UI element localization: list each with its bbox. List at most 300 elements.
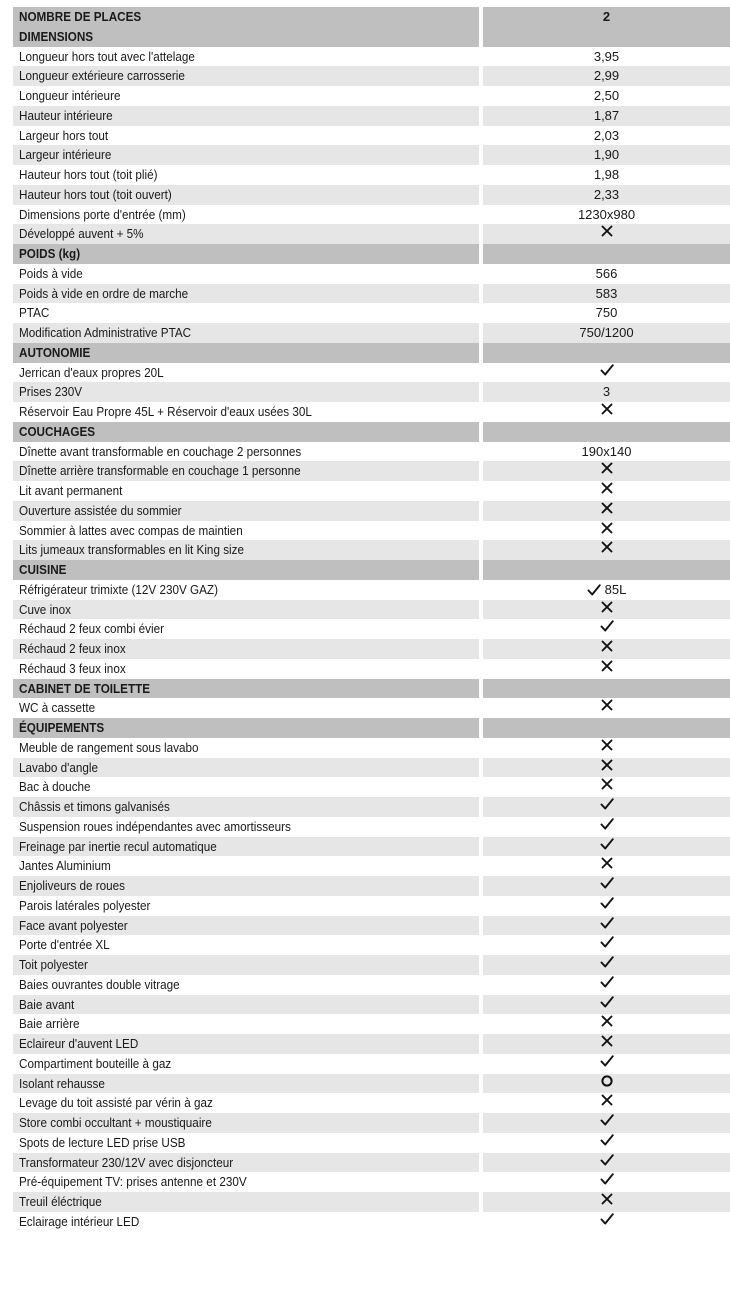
spec-label: Levage du toit assisté par vérin à gaz — [19, 1095, 213, 1111]
spec-value-wrap — [600, 402, 614, 416]
spec-label-cell — [13, 481, 483, 501]
spec-label: Jantes Aluminium — [19, 858, 111, 874]
spec-label: Poids à vide en ordre de marche — [19, 285, 189, 301]
spec-row — [13, 185, 730, 205]
spec-value-wrap — [600, 1133, 614, 1147]
check-icon — [600, 363, 614, 377]
spec-value-cell — [483, 106, 730, 126]
spec-label: Cuve inox — [19, 601, 72, 617]
spec-value-cell — [483, 995, 730, 1015]
spec-value-cell — [483, 284, 730, 304]
spec-label-cell — [13, 995, 483, 1015]
spec-label-cell — [13, 382, 483, 402]
spec-row — [13, 47, 730, 67]
spec-row — [13, 1014, 730, 1034]
spec-label: Pré-équipement TV: prises antenne et 230V — [19, 1174, 247, 1190]
spec-label-cell — [13, 955, 483, 975]
spec-value-wrap — [594, 126, 619, 146]
spec-value-cell — [483, 224, 730, 244]
cross-icon — [600, 698, 614, 712]
spec-label-cell — [13, 1153, 483, 1173]
spec-label-cell — [13, 442, 483, 462]
spec-value-cell — [483, 145, 730, 165]
spec-label: Compartiment bouteille à gaz — [19, 1055, 172, 1071]
spec-table — [13, 7, 730, 1232]
spec-value-wrap — [600, 797, 614, 811]
spec-label: WC à cassette — [19, 700, 96, 716]
check-icon — [600, 896, 614, 910]
spec-row — [13, 935, 730, 955]
spec-row — [13, 1192, 730, 1212]
spec-label: PTAC — [19, 305, 50, 321]
spec-value-cell — [483, 777, 730, 797]
spec-value-wrap — [600, 1014, 614, 1028]
spec-row — [13, 402, 730, 422]
spec-row — [13, 540, 730, 560]
spec-row — [13, 1034, 730, 1054]
spec-label-cell — [13, 856, 483, 876]
spec-label-cell — [13, 1014, 483, 1034]
section-title-cell — [13, 560, 483, 580]
check-icon — [600, 837, 614, 851]
spec-label-cell — [13, 1034, 483, 1054]
check-icon — [600, 916, 614, 930]
spec-value-wrap — [600, 659, 614, 673]
spec-value-cell — [483, 916, 730, 936]
spec-label-cell — [13, 66, 483, 86]
spec-value-cell — [483, 1192, 730, 1212]
spec-value: 85L — [604, 581, 627, 597]
section-title-cell — [13, 422, 483, 442]
spec-label: Freinage par inertie recul automatique — [19, 838, 217, 854]
spec-value-cell — [483, 679, 730, 699]
spec-row — [13, 1074, 730, 1094]
spec-row — [13, 955, 730, 975]
spec-value-cell — [483, 185, 730, 205]
check-icon — [600, 876, 614, 890]
spec-value-cell — [483, 817, 730, 837]
spec-value: 190x140 — [581, 443, 632, 459]
spec-label: Longueur hors tout avec l'attelage — [19, 48, 195, 64]
spec-value-wrap — [603, 382, 610, 402]
spec-row — [13, 481, 730, 501]
spec-row — [13, 1212, 730, 1232]
spec-label: Transformateur 230/12V avec disjoncteur — [19, 1154, 234, 1170]
spec-value: 1230x980 — [577, 206, 636, 222]
spec-label: Eclairage intérieur LED — [19, 1213, 140, 1229]
spec-label-cell — [13, 777, 483, 797]
spec-label: Meuble de rangement sous lavabo — [19, 739, 199, 755]
spec-value: 2,03 — [593, 127, 620, 143]
spec-label-cell — [13, 86, 483, 106]
cross-icon — [600, 1192, 614, 1206]
spec-value-cell — [483, 442, 730, 462]
spec-label: Modification Administrative PTAC — [19, 325, 192, 340]
check-icon — [600, 1212, 614, 1226]
spec-value-wrap — [600, 1113, 614, 1127]
spec-value-wrap — [600, 856, 614, 870]
spec-value-cell — [483, 244, 730, 264]
spec-value-wrap — [600, 461, 614, 475]
spec-value-cell — [483, 422, 730, 442]
spec-value-wrap — [596, 303, 618, 323]
spec-label-cell — [13, 284, 483, 304]
spec-label-cell — [13, 975, 483, 995]
spec-label: Baies ouvrantes double vitrage — [19, 976, 180, 992]
cross-icon — [600, 777, 614, 791]
spec-value-cell — [483, 363, 730, 383]
spec-label-cell — [13, 323, 483, 343]
spec-label: Longueur extérieure carrosserie — [19, 68, 185, 84]
spec-value-wrap — [600, 817, 614, 831]
check-icon — [600, 817, 614, 831]
spec-value-cell — [483, 303, 730, 323]
spec-label: Treuil éléctrique — [19, 1194, 102, 1209]
check-icon — [600, 995, 614, 1009]
spec-value-cell — [483, 1172, 730, 1192]
spec-row — [13, 303, 730, 323]
spec-label: Longueur intérieure — [19, 88, 121, 103]
section-title: AUTONOMIE — [19, 344, 91, 360]
spec-value-wrap — [600, 1212, 614, 1226]
spec-value-cell — [483, 718, 730, 738]
spec-value-cell — [483, 856, 730, 876]
section-header-row — [13, 560, 730, 580]
spec-value-wrap — [600, 1034, 614, 1048]
spec-value-wrap — [596, 264, 618, 284]
spec-value-cell — [483, 501, 730, 521]
spec-value-wrap — [600, 916, 614, 930]
cross-icon — [600, 521, 614, 535]
spec-row — [13, 66, 730, 86]
spec-value-cell — [483, 66, 730, 86]
spec-value: 1,90 — [593, 147, 620, 163]
spec-label-cell — [13, 580, 483, 600]
spec-value-wrap — [596, 284, 618, 304]
spec-row — [13, 837, 730, 857]
cross-icon — [600, 758, 614, 772]
spec-label-cell — [13, 1192, 483, 1212]
spec-row — [13, 382, 730, 402]
spec-value-wrap — [600, 758, 614, 772]
spec-row — [13, 600, 730, 620]
check-icon — [600, 797, 614, 811]
spec-row — [13, 205, 730, 225]
spec-value-wrap — [587, 580, 627, 600]
spec-value-cell — [483, 975, 730, 995]
section-header-row — [13, 244, 730, 264]
spec-label: Parois latérales polyester — [19, 897, 151, 913]
spec-value-wrap — [600, 1074, 614, 1088]
spec-value: 2,50 — [593, 88, 620, 103]
spec-value-cell — [483, 1014, 730, 1034]
spec-row — [13, 738, 730, 758]
spec-value-wrap — [594, 86, 619, 106]
spec-value-wrap — [594, 145, 619, 165]
spec-label-cell — [13, 224, 483, 244]
spec-row — [13, 659, 730, 679]
spec-row — [13, 461, 730, 481]
spec-value-wrap — [600, 698, 614, 712]
spec-value-wrap — [600, 975, 614, 989]
spec-label: Porte d'entrée XL — [19, 937, 110, 953]
spec-label: Spots de lecture LED prise USB — [19, 1134, 186, 1150]
spec-value: 566 — [595, 265, 618, 281]
spec-value-wrap — [594, 106, 619, 126]
spec-value-cell — [483, 1054, 730, 1074]
spec-value-wrap — [600, 521, 614, 535]
spec-value-wrap — [600, 995, 614, 1009]
cross-icon — [600, 402, 614, 416]
spec-row — [13, 797, 730, 817]
spec-label-cell — [13, 619, 483, 639]
spec-value-cell — [483, 1074, 730, 1094]
check-icon — [600, 619, 614, 633]
spec-row — [13, 126, 730, 146]
spec-label-cell — [13, 1054, 483, 1074]
spec-label: Réservoir Eau Propre 45L + Réservoir d'eaux usées 30L — [19, 404, 312, 419]
spec-value-wrap — [594, 47, 619, 67]
cross-icon — [600, 461, 614, 475]
spec-label-cell — [13, 363, 483, 383]
spec-label: Store combi occultant + moustiquaire — [19, 1115, 212, 1130]
spec-value-wrap — [600, 777, 614, 791]
section-header-row — [13, 27, 730, 47]
spec-label-cell — [13, 402, 483, 422]
spec-value-wrap — [594, 165, 619, 185]
section-title-cell — [13, 718, 483, 738]
spec-label: Dînette arrière transformable en couchage 1 personne — [19, 463, 301, 479]
section-title-cell — [13, 27, 483, 47]
spec-value-wrap — [600, 1153, 614, 1167]
spec-row — [13, 224, 730, 244]
spec-value-wrap — [600, 1093, 614, 1107]
spec-value-cell — [483, 264, 730, 284]
spec-value-cell — [483, 382, 730, 402]
spec-value-wrap — [600, 224, 614, 238]
spec-value-cell — [483, 461, 730, 481]
spec-value-cell — [483, 896, 730, 916]
spec-label: Toit polyester — [19, 957, 88, 972]
spec-row — [13, 363, 730, 383]
spec-label-cell — [13, 758, 483, 778]
spec-value-cell — [483, 47, 730, 67]
spec-value-wrap — [600, 955, 614, 969]
cross-icon — [600, 540, 614, 554]
section-header-row — [13, 343, 730, 363]
cross-icon — [600, 224, 614, 238]
spec-value-cell — [483, 639, 730, 659]
spec-value-wrap — [600, 1192, 614, 1206]
spec-value-cell — [483, 876, 730, 896]
spec-label: Suspension roues indépendantes avec amortisseurs — [19, 818, 291, 834]
section-title: DIMENSIONS — [19, 28, 94, 44]
spec-value-wrap — [600, 501, 614, 515]
spec-value-cell — [483, 1034, 730, 1054]
spec-value: 2,33 — [593, 186, 620, 202]
spec-label: Lit avant permanent — [19, 483, 123, 498]
spec-label-cell — [13, 106, 483, 126]
spec-value-cell — [483, 86, 730, 106]
section-title-cell — [13, 7, 483, 27]
spec-value-cell — [483, 935, 730, 955]
cross-icon — [600, 639, 614, 653]
spec-label: Enjoliveurs de roues — [19, 878, 126, 893]
spec-label: Hauteur hors tout (toit plié) — [19, 167, 158, 182]
check-icon — [600, 935, 614, 949]
spec-row — [13, 1113, 730, 1133]
section-value: 2 — [602, 9, 611, 24]
spec-value-cell — [483, 837, 730, 857]
spec-label-cell — [13, 797, 483, 817]
check-icon — [600, 975, 614, 989]
spec-value-cell — [483, 600, 730, 620]
spec-label: Réchaud 2 feux inox — [19, 641, 126, 656]
spec-value: 3 — [602, 384, 611, 400]
cross-icon — [600, 856, 614, 870]
spec-value-cell — [483, 1153, 730, 1173]
spec-value-cell — [483, 619, 730, 639]
spec-label-cell — [13, 145, 483, 165]
spec-label-cell — [13, 935, 483, 955]
section-title: ÉQUIPEMENTS — [19, 720, 105, 735]
spec-value-cell — [483, 955, 730, 975]
spec-label: Châssis et timons galvanisés — [19, 799, 170, 814]
spec-label-cell — [13, 837, 483, 857]
section-title-cell — [13, 244, 483, 264]
spec-value-cell — [483, 738, 730, 758]
spec-value-wrap — [600, 1172, 614, 1186]
spec-value-cell — [483, 580, 730, 600]
spec-value-wrap — [600, 837, 614, 851]
section-title-cell — [13, 679, 483, 699]
spec-value-wrap — [579, 323, 633, 343]
spec-value-cell — [483, 698, 730, 718]
spec-row — [13, 995, 730, 1015]
spec-value-wrap — [600, 481, 614, 495]
spec-label: Réchaud 3 feux inox — [19, 660, 126, 676]
spec-value-cell — [483, 343, 730, 363]
check-icon — [600, 1113, 614, 1127]
spec-label: Lits jumeaux transformables en lit King size — [19, 542, 245, 558]
spec-row — [13, 521, 730, 541]
spec-label: Développé auvent + 5% — [19, 226, 144, 242]
spec-value-cell — [483, 1133, 730, 1153]
spec-value-cell — [483, 27, 730, 47]
spec-label-cell — [13, 896, 483, 916]
spec-row — [13, 264, 730, 284]
cross-icon — [600, 1093, 614, 1107]
spec-label-cell — [13, 698, 483, 718]
spec-label: Face avant polyester — [19, 917, 128, 933]
spec-label: Baie avant — [19, 996, 75, 1012]
spec-value-cell — [483, 1212, 730, 1232]
spec-label-cell — [13, 303, 483, 323]
spec-label: Bac à douche — [19, 779, 91, 795]
section-header-row — [13, 679, 730, 699]
spec-value-cell — [483, 402, 730, 422]
spec-label-cell — [13, 1074, 483, 1094]
check-icon — [600, 1054, 614, 1068]
spec-label-cell — [13, 126, 483, 146]
section-header-row — [13, 7, 730, 27]
spec-value-wrap — [594, 66, 619, 86]
spec-label-cell — [13, 817, 483, 837]
check-icon — [587, 583, 601, 597]
cross-icon — [600, 1014, 614, 1028]
spec-value-cell — [483, 540, 730, 560]
check-icon — [600, 955, 614, 969]
spec-label-cell — [13, 47, 483, 67]
spec-label-cell — [13, 639, 483, 659]
spec-label: Largeur hors tout — [19, 127, 109, 143]
spec-value-wrap — [578, 205, 635, 225]
spec-value: 2,99 — [593, 68, 620, 84]
spec-value: 1,98 — [593, 167, 620, 182]
spec-label-cell — [13, 540, 483, 560]
spec-value-cell — [483, 323, 730, 343]
spec-row — [13, 619, 730, 639]
spec-row — [13, 501, 730, 521]
spec-label-cell — [13, 1133, 483, 1153]
spec-label: Baie arrière — [19, 1016, 80, 1032]
spec-value-wrap — [600, 363, 614, 377]
spec-label-cell — [13, 916, 483, 936]
section-title: COUCHAGES — [19, 423, 96, 439]
spec-label-cell — [13, 659, 483, 679]
section-title: CUISINE — [19, 562, 67, 577]
spec-value-wrap — [582, 442, 632, 462]
spec-value-cell — [483, 7, 730, 27]
check-icon — [600, 1172, 614, 1186]
spec-label: Prises 230V — [19, 384, 83, 400]
spec-label-cell — [13, 600, 483, 620]
spec-row — [13, 1172, 730, 1192]
spec-row — [13, 639, 730, 659]
section-title: NOMBRE DE PLACES — [19, 9, 142, 24]
check-icon — [600, 1153, 614, 1167]
spec-value: 3,95 — [593, 48, 620, 64]
spec-value-wrap — [603, 7, 610, 27]
spec-label: Sommier à lattes avec compas de maintien — [19, 522, 243, 538]
spec-value-cell — [483, 560, 730, 580]
spec-value-cell — [483, 205, 730, 225]
spec-label-cell — [13, 1212, 483, 1232]
spec-label-cell — [13, 521, 483, 541]
spec-row — [13, 1093, 730, 1113]
spec-label: Dînette avant transformable en couchage 2 personnes — [19, 443, 302, 459]
spec-value-cell — [483, 1093, 730, 1113]
spec-row — [13, 896, 730, 916]
spec-value-wrap — [600, 540, 614, 554]
section-header-row — [13, 718, 730, 738]
cross-icon — [600, 481, 614, 495]
spec-label: Lavabo d'angle — [19, 759, 99, 775]
check-icon — [600, 1133, 614, 1147]
spec-value: 750 — [595, 305, 618, 321]
spec-row — [13, 975, 730, 995]
spec-row — [13, 1133, 730, 1153]
section-title: POIDS (kg) — [19, 246, 81, 261]
spec-label: Jerrican d'eaux propres 20L — [19, 364, 164, 380]
spec-row — [13, 284, 730, 304]
spec-row — [13, 106, 730, 126]
spec-row — [13, 856, 730, 876]
spec-value-cell — [483, 165, 730, 185]
spec-value: 750/1200 — [579, 325, 634, 340]
spec-row — [13, 876, 730, 896]
spec-label-cell — [13, 876, 483, 896]
